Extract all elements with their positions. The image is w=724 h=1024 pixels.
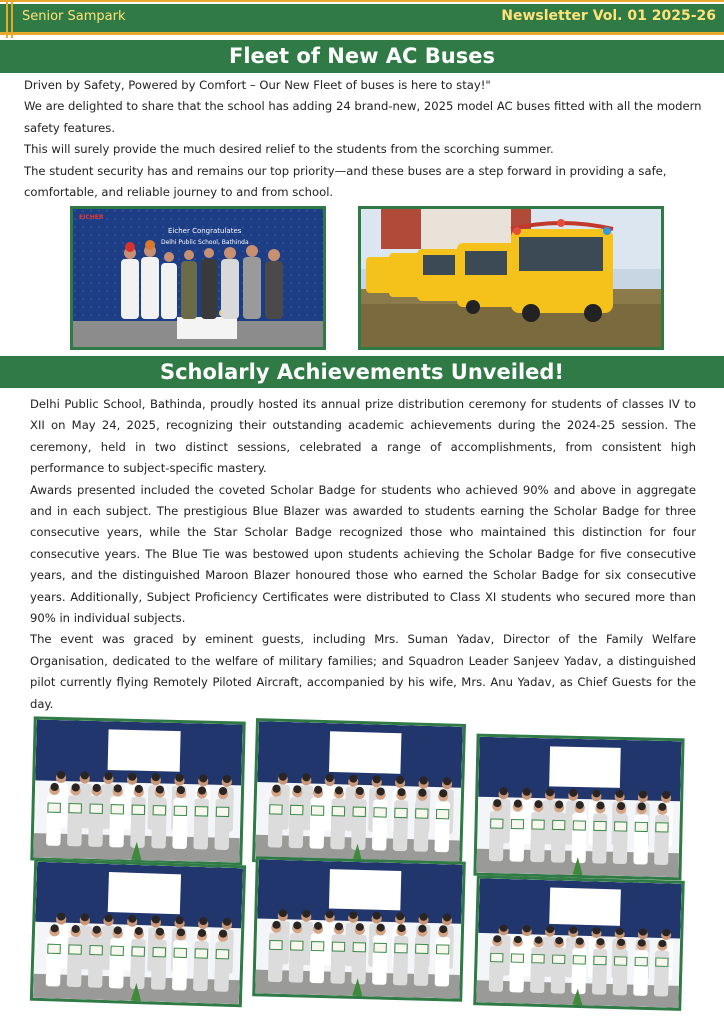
section-title-buses: Fleet of New AC Buses bbox=[0, 40, 724, 73]
achievements-article bbox=[30, 394, 696, 715]
award-group-photo-2 bbox=[252, 718, 466, 868]
group-scene-6 bbox=[476, 878, 681, 1008]
achievements-paragraph-2: Awards presented included the coveted Scholar Badge for students who achieved 90% and above in aggregate and in each subject. The prestigious Blue Blazer was awarded to students earning the Scholar Badge for three consecutive years, while the Star Scholar Badge recognized those who maintained this distinction for four consecutive years. The Blue Tie was bestowed upon students achieving the Scholar Badge for five consecutive years, and the distinguished Maroon Blazer honoured those who earned the Scholar Badge for six consecutive years. Additionally, Subject Proficiency Certificates were distributed to Class XI students who secured more than 90% in individual subjects. bbox=[30, 482, 696, 626]
banner-line-2: Delhi Public School, Bathinda bbox=[161, 239, 249, 246]
group-scene-1 bbox=[33, 720, 242, 863]
award-group-photo-6 bbox=[473, 875, 685, 1011]
group-scene-4 bbox=[33, 862, 243, 1004]
award-group-photo-3 bbox=[473, 734, 684, 881]
group-scene-2 bbox=[255, 721, 463, 865]
award-group-photo-1 bbox=[30, 716, 245, 865]
group-scene-3 bbox=[476, 737, 681, 878]
buses-line-3: This will surely provide the much desired relief to the students from the scorching summer. bbox=[24, 142, 554, 157]
section-title-achievements: Scholarly Achievements Unveiled! bbox=[0, 356, 724, 388]
award-group-photo-5 bbox=[252, 856, 466, 1001]
header-bottom-stripe bbox=[0, 32, 724, 35]
newsletter-issue: Newsletter Vol. 01 2025-26 bbox=[501, 8, 716, 24]
achievements-paragraph-3: The event was graced by eminent guests, including Mrs. Suman Yadav, Director of the Family Welfare Organisation, dedicated to the welfare of military families; and Squadron Leader Sanjeev Yadav, a distinguished pilot currently flying Remotely Piloted Aircraft, accompanied by his wife, Mrs. Anu Yadav, as Chief Guests for the day. bbox=[30, 632, 696, 711]
header-top-stripe bbox=[0, 0, 724, 2]
new-buses-photo bbox=[358, 206, 664, 350]
eicher-logo: EICHER bbox=[79, 214, 104, 221]
banner-line-1: Eicher Congratulates bbox=[168, 227, 242, 235]
header-ornament bbox=[6, 0, 16, 38]
buses-article bbox=[24, 75, 702, 203]
buses-line-2: We are delighted to share that the school has adding 24 brand-new, 2025 model AC buses fitted with all the modern safety features. bbox=[24, 99, 702, 135]
buses-line-4: The student security has and remains our top priority—and these buses are a step forward in providing a safe, comfortable, and reliable journey to and from school. bbox=[24, 163, 667, 200]
achievements-paragraph-1: Delhi Public School, Bathinda, proudly hosted its annual prize distribution ceremony for students of classes IV to XII on May 24, 2025, recognizing their outstanding academic achievements during the 2024-25 session. The ceremony, held in two distinct sessions, celebrated a range of accomplishments, from consistent high performance to subject-specific mastery. bbox=[30, 397, 696, 476]
newsletter-header-bar bbox=[0, 4, 724, 34]
group-scene-5 bbox=[255, 859, 462, 998]
award-group-photo-4 bbox=[30, 859, 246, 1008]
newsletter-brand: Senior Sampark bbox=[22, 9, 126, 24]
bus-handover-photo bbox=[70, 206, 326, 350]
buses-line-1: Driven by Safety, Powered by Comfort – Our New Fleet of buses is here to stay!" bbox=[24, 78, 491, 92]
